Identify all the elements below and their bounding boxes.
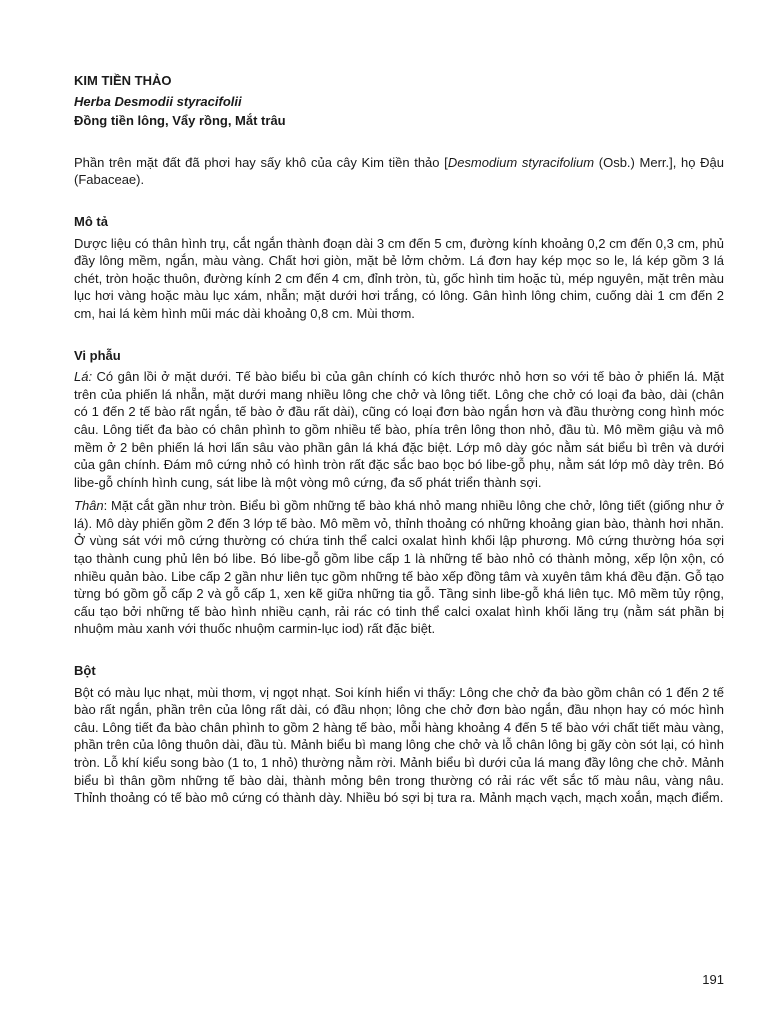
la-label: Lá: — [74, 369, 93, 385]
intro-after: (Osb.) Merr.], họ Đậu (Fabaceae). — [74, 154, 725, 188]
bot-paragraph: Bột có màu lục nhạt, mùi thơm, vị ngọt nhạt. Soi kính hiển vi thấy: Lông che chở đa bào gồm chân có 1 đến 2 tế bào rất ngắn, phần trên của lông rất dài, có đầu nhọn; lông che chở đơn bào ngắn, đầu nhọn hay có móc hình câu. Lông tiết đa bào chân phình to gồm 2 hàng tế bào, mỗi hàng khoảng 4 đến 5 tế bào với chất tiết màu vàng, phần trên của lông thuôn dài, đầu tù. Mảnh biểu bì mang lông che chở và lỗ chân lông bị gãy còn sót lại, có hình tròn. Lỗ khí kiểu song bào (1 to, 1 nhỏ) thường nằm rời. Mảnh biểu bì dưới của lá mang đầy lông che chở. Mảnh biểu bì thân gồm những tế bào dài, thành mỏng bên trong thường có rải rác vết sắc tố màu nâu, vàng nâu. Thỉnh thoảng có tế bào mô cứng có thành dày. Nhiều bó sợi bị tưa ra. Mảnh mạch vạch, mạch xoắn, mạch điểm. — [74, 684, 724, 806]
intro-paragraph — [74, 154, 724, 189]
section-heading-bot: Bột — [74, 663, 96, 679]
monograph-title: KIM TIỀN THẢO — [74, 73, 172, 88]
than-label: Thân — [74, 498, 104, 514]
section-heading-vi-phau: Vi phẫu — [74, 347, 121, 363]
common-names: Đồng tiền lông, Vẩy rồng, Mắt trâu — [74, 113, 286, 129]
latin-name: Herba Desmodii styracifolii — [74, 93, 242, 109]
section-heading-mo-ta: Mô tả — [74, 213, 108, 229]
monograph-content — [74, 72, 724, 807]
vi-phau-than-paragraph — [74, 497, 724, 638]
vi-phau-la-paragraph — [74, 368, 724, 491]
la-text: Có gân lồi ở mặt dưới. Tế bào biểu bì của gân chính có kích thước nhỏ hơn so với tế bào ở phiến lá. Mặt trên của phiến lá nhẵn, mặt dưới mang nhiều lông che chở và lông tiết. Lông che chở có loại đa bào, dài (chân có 1 đến 2 tế bào rất ngắn, tế bào ở đầu rất dài), cũng có loại đơn bào ngắn hơn và đầu thường cong hình móc câu. Lông tiết đa bào có chân phình to gồm nhiều tế bào, phía trên lông thon nhỏ, đầu tù. Mô mềm giậu và mô mềm ở 2 bên phiến lá hơi lấn sâu vào phần gân lá khá đặc biệt. Lớp mô dày góc nằm sát biểu bì trên và dưới của gân chính. Đám mô cứng nhỏ có hình tròn rất đặc sắc bao bọc bó libe-gỗ phụ, nằm sát lớp mô dày trên. Bó libe-gỗ chính hình cung, sát libe là một vòng mô cứng, đa số phát triển thành sợi. — [74, 369, 724, 490]
page-number: 191 — [702, 972, 724, 987]
species-name: Desmodium styracifolium — [447, 154, 595, 170]
intro-before: Phần trên mặt đất đã phơi hay sấy khô của cây Kim tiền thảo [ — [74, 154, 448, 170]
than-text: : Mặt cắt gần như tròn. Biểu bì gồm những tế bào khá nhỏ mang nhiều lông che chở, lông tiết (giống như ở lá). Mô dày phiến gồm 2 đến 3 lớp tế bào. Mô mềm vỏ, thỉnh thoảng có những khoảng gian bào, thành hơi nhăn. Ở vùng sát với mô cứng thường có chứa tinh thể calci oxalat hình khối lập phương. Mô cứng thường hóa sợi tạo thành cung phủ lên bó libe. Bó libe-gỗ gồm libe cấp 1 là những tế bào nhỏ có thành mỏng, xếp lộn xộn, có nhiều quản bào. Libe cấp 2 gần như liên tục gồm những tế bào xếp đồng tâm và xuyên tâm khá đều đặn. Gỗ tạo từng bó gồm gỗ cấp 2 và gỗ cấp 1, xen kẽ giữa những tia gỗ. Tầng sinh libe-gỗ khá liên tục. Mô mềm tủy rộng, cấu tạo bởi những tế bào hình nhiều cạnh, rải rác có tinh thể calci oxalat hình khối lăng trụ (nằm sát phần bị nhuộm màu xanh với thuốc nhuộm carmin-lục iod) rất đặc biệt. — [74, 498, 724, 637]
mo-ta-paragraph: Dược liệu có thân hình trụ, cắt ngắn thành đoạn dài 3 cm đến 5 cm, đường kính khoảng 0,2 cm đến 0,3 cm, phủ đầy lông mềm, ngắn, màu vàng. Chất hơi giòn, mặt bẻ lởm chởm. Lá đơn hay kép mọc so le, lá kép gồm 3 lá chét, tròn hoặc thuôn, đường kính 2 cm đến 4 cm, đỉnh tròn, tù, gốc hình tim hoặc tù, mép nguyên, mặt trên màu lục hơi vàng hoặc màu lục xám, nhẵn; mặt dưới hơi trắng, có lông. Gân hình lông chim, cuống dài 1 cm đến 2 cm, hai lá kèm hình mũi mác dài khoảng 0,8 cm. Mùi thơm. — [74, 235, 724, 321]
